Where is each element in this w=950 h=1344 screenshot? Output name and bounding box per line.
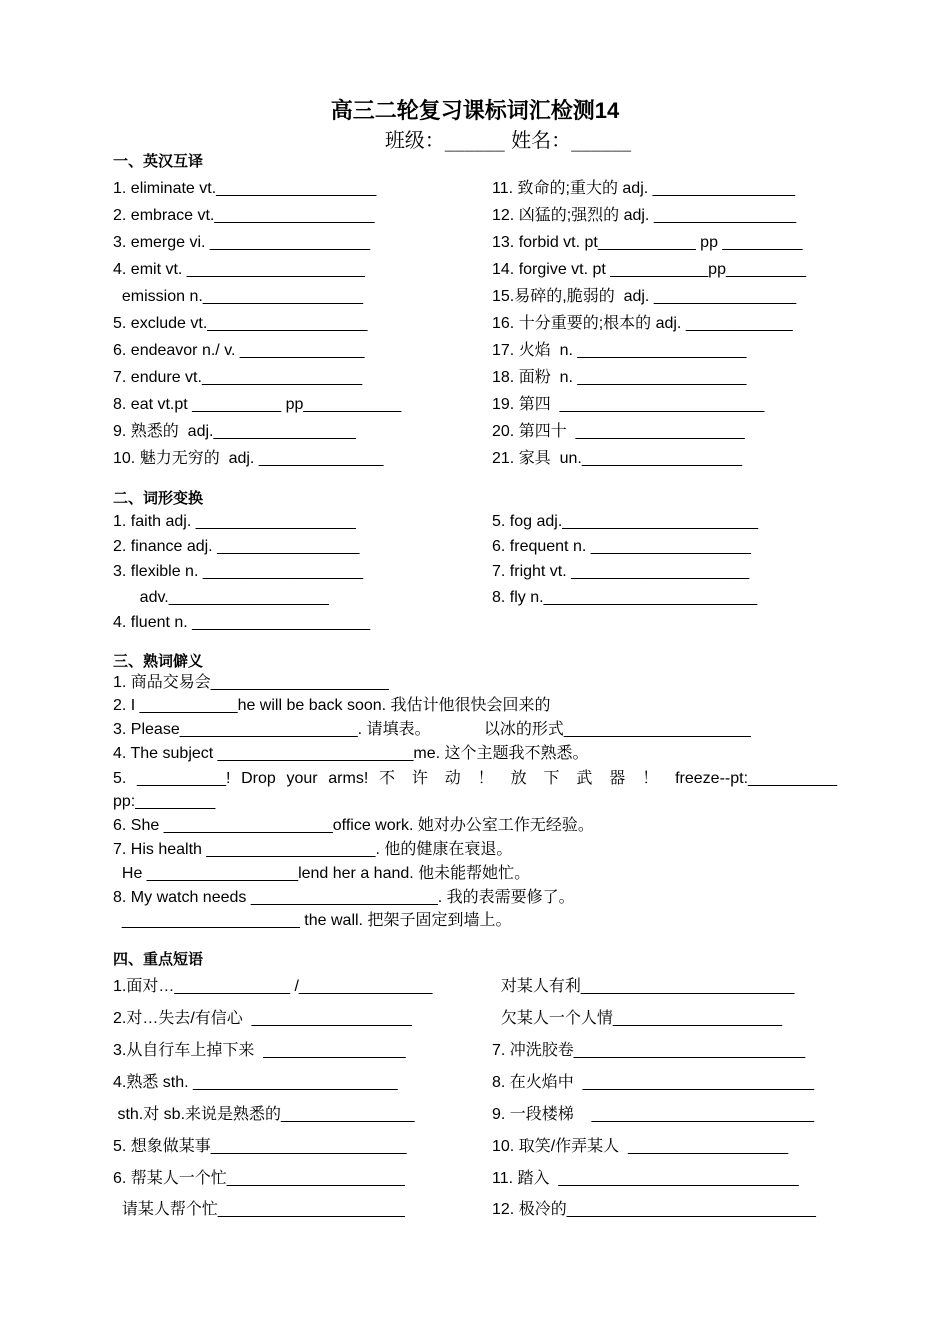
vocab-item: 19. 第四 _______________________ — [492, 396, 765, 413]
vocab-item: 9. 熟悉的 adj.________________ — [113, 423, 356, 440]
phrase-item: 12. 极冷的____________________________ — [492, 1201, 816, 1218]
sentence-item: 2. I ___________he will be back soon. 我估计他很快会回来的 — [113, 697, 551, 714]
phrase-item: 11. 踏入 ___________________________ — [492, 1170, 799, 1187]
phrase-item: 4.熟悉 sth. _______________________ — [113, 1074, 398, 1091]
vocab-item: 1. eliminate vt.__________________ — [113, 180, 377, 197]
sentence-item: pp:_________ — [113, 793, 216, 810]
word-form-item: adv.__________________ — [113, 589, 329, 606]
word-form-item: 1. faith adj. __________________ — [113, 513, 356, 530]
vocab-item: 13. forbid vt. pt___________ pp _________ — [492, 234, 803, 251]
vocab-item: 10. 魅力无穷的 adj. ______________ — [113, 450, 384, 467]
vocab-item: 17. 火焰 n. ___________________ — [492, 342, 747, 359]
sentence-item: 3. Please____________________. 请填表。 以冰的形式_____________________ — [113, 721, 751, 738]
vocab-item: 8. eat vt.pt __________ pp___________ — [113, 396, 402, 413]
vocab-item: 6. endeavor n./ v. ______________ — [113, 342, 365, 359]
vocab-item: 15.易碎的,脆弱的 adj. ________________ — [492, 288, 797, 305]
sentence-item: 4. The subject ______________________me. 这个主题我不熟悉。 — [113, 745, 589, 762]
word-form-item: 2. finance adj. ________________ — [113, 538, 360, 555]
phrase-item: 9. 一段楼梯 _________________________ — [492, 1106, 815, 1123]
phrase-item: 请某人帮个忙_____________________ — [113, 1201, 405, 1218]
vocab-item: 11. 致命的;重大的 adj. ________________ — [492, 180, 796, 197]
vocab-item: 7. endure vt.__________________ — [113, 369, 363, 386]
sentence-item: 5. __________! Drop your arms! 不 许 动 ！ 放 下 武 器 ！ freeze--pt:__________ — [113, 770, 837, 787]
sentence-item: He _________________lend her a hand. 他未能帮她忙。 — [113, 865, 531, 882]
word-form-item: 5. fog adj.______________________ — [492, 513, 759, 530]
section-heading: 一、英汉互译 — [113, 153, 204, 170]
word-form-item: 7. fright vt. ____________________ — [492, 563, 750, 580]
word-form-item: 3. flexible n. __________________ — [113, 563, 363, 580]
phrase-item: 5. 想象做某事______________________ — [113, 1138, 407, 1155]
vocab-item: 2. embrace vt.__________________ — [113, 207, 375, 224]
sentence-item: 7. His health ___________________. 他的健康在衰退。 — [113, 841, 513, 858]
phrase-item: 10. 取笑/作弄某人 __________________ — [492, 1138, 789, 1155]
section-heading: 四、重点短语 — [113, 951, 204, 968]
word-form-item: 8. fly n.________________________ — [492, 589, 758, 606]
vocab-item: 16. 十分重要的;根本的 adj. ____________ — [492, 315, 793, 332]
word-form-item: 4. fluent n. ____________________ — [113, 614, 371, 631]
vocab-item: 3. emerge vi. __________________ — [113, 234, 371, 251]
phrase-item: 3.从自行车上掉下来 ________________ — [113, 1042, 406, 1059]
sentence-item: 8. My watch needs _____________________. 我的表需要修了。 — [113, 889, 575, 906]
phrase-item: 对某人有利________________________ — [492, 978, 795, 995]
phrase-item: 8. 在火焰中 __________________________ — [492, 1074, 815, 1091]
vocab-item: emission n.__________________ — [113, 288, 363, 305]
phrase-item: 2.对…失去/有信心 __________________ — [113, 1010, 412, 1027]
vocab-item: 12. 凶猛的;强烈的 adj. ________________ — [492, 207, 797, 224]
section-heading: 二、词形变换 — [113, 490, 204, 507]
page-title: 高三二轮复习课标词汇检测14 — [330, 98, 620, 123]
vocab-item: 18. 面粉 n. ___________________ — [492, 369, 747, 386]
sentence-item: 6. She ___________________office work. 她对办公室工作无经验。 — [113, 817, 594, 834]
sentence-item: 1. 商品交易会____________________ — [113, 674, 389, 691]
phrase-item: 7. 冲洗胶卷__________________________ — [492, 1042, 806, 1059]
phrase-item: sth.对 sb.来说是熟悉的_______________ — [113, 1106, 415, 1123]
vocab-item: 20. 第四十 ___________________ — [492, 423, 745, 440]
phrase-item: 欠某人一个人情___________________ — [492, 1010, 782, 1027]
vocab-item: 5. exclude vt.__________________ — [113, 315, 368, 332]
phrase-item: 1.面对…_____________ /_______________ — [113, 978, 433, 995]
word-form-item: 6. frequent n. __________________ — [492, 538, 751, 555]
section-heading: 三、熟词僻义 — [113, 653, 204, 670]
vocab-item: 21. 家具 un.__________________ — [492, 450, 742, 467]
sentence-item: ____________________ the wall. 把架子固定到墙上。 — [113, 912, 512, 929]
class-name-line: 班级：______ 姓名：______ — [384, 128, 632, 152]
vocab-item: 4. emit vt. ____________________ — [113, 261, 365, 278]
vocab-item: 14. forgive vt. pt ___________pp_________ — [492, 261, 807, 278]
phrase-item: 6. 帮某人一个忙____________________ — [113, 1170, 405, 1187]
